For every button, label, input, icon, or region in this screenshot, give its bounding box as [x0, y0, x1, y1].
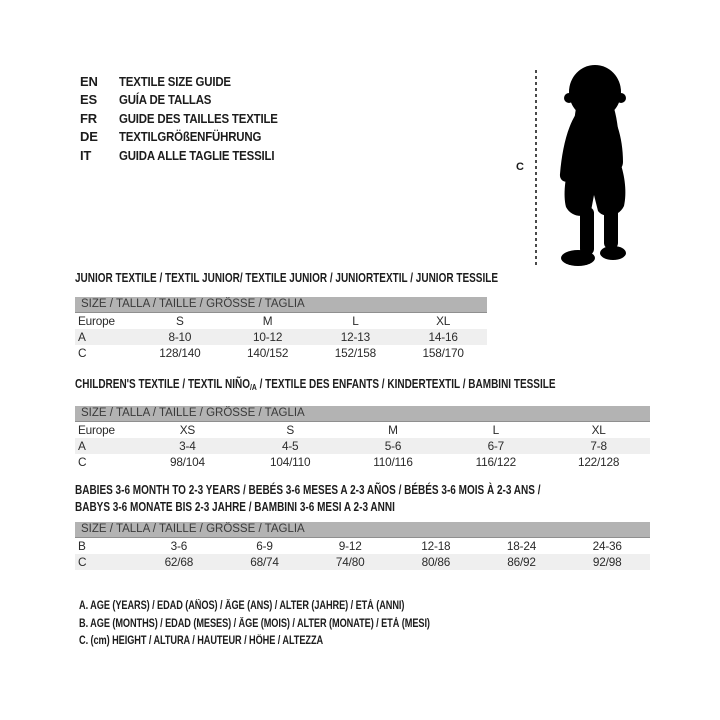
size-cell: XL: [591, 423, 606, 437]
section-junior: [75, 271, 499, 361]
height-cell: 122/128: [577, 455, 620, 469]
table-title-text: JUNIOR TEXTILE / TEXTIL JUNIOR/ TEXTILE JUNIOR / JUNIORTEXTIL / JUNIOR TESSILE: [75, 271, 499, 285]
age-cell: 7-8: [590, 439, 607, 453]
row-label: B: [78, 539, 86, 553]
age-cell: 24-36: [592, 539, 622, 553]
size-cell: XL: [436, 314, 451, 328]
age-cell: 6-9: [256, 539, 273, 553]
language-row-en: [80, 72, 299, 91]
height-measure-line: [535, 70, 537, 268]
language-label: GUIDA ALLE TAGLIE TESSILI: [119, 147, 275, 163]
language-code: EN: [80, 73, 98, 89]
footnote-text: A. AGE (YEARS) / EDAD (AÑOS) / ÂGE (ANS) / ALTER (JAHRE) / ETÀ (ANNI): [79, 600, 405, 612]
section-babies: [75, 482, 650, 570]
height-cell: 152/158: [334, 346, 376, 360]
height-cell: 128/140: [159, 346, 201, 360]
age-cell: 12-13: [340, 330, 370, 344]
table-header-bar: [75, 522, 650, 538]
footnote-age-years: [79, 598, 518, 616]
table-row-age-months: [75, 538, 650, 554]
junior-size-table: [75, 297, 487, 361]
language-label: TEXTILGRÖßENFÜHRUNG: [119, 129, 262, 145]
table-header-text: SIZE / TALLA / TAILLE / GRÖSSE / TAGLIA: [81, 523, 305, 535]
age-cell: 14-16: [428, 330, 458, 344]
row-label: C: [78, 346, 87, 360]
height-cell: 104/110: [270, 455, 311, 469]
size-cell: M: [388, 423, 398, 437]
height-cell: 116/122: [475, 455, 516, 469]
row-label: C: [78, 555, 87, 569]
table-title-text: BABYS 3-6 MONATE BIS 2-3 JAHRE / BAMBINI 3-6 MESI A 2-3 ANNI: [75, 500, 395, 514]
language-label: GUÍA DE TALLAS: [119, 92, 212, 108]
footnote-text: B. AGE (MONTHS) / EDAD (MESES) / ÂGE (MOIS) / ALTER (MONATE) / ETÀ (MESI): [79, 617, 430, 630]
age-cell: 3-4: [179, 439, 196, 453]
size-cell: XS: [179, 423, 196, 437]
height-cell: 110/116: [373, 455, 413, 469]
table-header-text: SIZE / TALLA / TAILLE / GRÖSSE / TAGLIA: [81, 298, 305, 310]
table-title-children: [75, 377, 650, 394]
table-header-bar: [75, 406, 650, 422]
language-label: TEXTILE SIZE GUIDE: [119, 73, 231, 89]
size-cell: M: [262, 314, 273, 328]
section-children: [75, 377, 650, 470]
age-cell: 3-6: [170, 539, 188, 553]
table-title-babies-line2: [75, 499, 650, 516]
age-cell: 6-7: [487, 439, 505, 453]
language-label: GUIDE DES TAILLES TEXTILE: [119, 110, 278, 126]
size-cell: L: [352, 314, 359, 328]
age-cell: 18-24: [506, 539, 537, 553]
language-row-es: [80, 91, 299, 110]
size-cell: L: [492, 423, 499, 437]
table-title-babies-line1: [75, 482, 650, 499]
table-row-age: [75, 438, 650, 454]
row-label: Europe: [78, 423, 115, 437]
table-row-europe: [75, 422, 650, 438]
language-code: ES: [80, 92, 97, 108]
footnote-text: C. (cm) HEIGHT / ALTURA / HAUTEUR / HÖHE / ALTEZZA: [79, 635, 324, 647]
language-list: [80, 72, 299, 165]
height-cell: 140/152: [247, 346, 289, 360]
title-post: / TEXTILE DES ENFANTS / KINDERTEXTIL / BAMBINI TESSILE: [256, 377, 556, 391]
row-label: A: [78, 439, 86, 453]
babies-size-table: [75, 522, 650, 570]
toddler-silhouette-image: [540, 64, 648, 270]
legend-footnotes: [79, 598, 518, 651]
title-subscript: /A: [249, 382, 257, 392]
age-cell: 5-6: [384, 439, 402, 453]
row-label: A: [78, 330, 86, 344]
height-cell: 158/170: [422, 346, 464, 360]
table-header-bar: [75, 297, 487, 313]
age-cell: 12-18: [421, 539, 451, 553]
table-title-text: BABIES 3-6 MONTH TO 2-3 YEARS / BEBÉS 3-6 MESES A 2-3 AÑOS / BÉBÉS 3-6 MOIS À 2-3 ANS /: [75, 483, 541, 497]
height-cell: 98/104: [169, 455, 205, 469]
language-row-fr: [80, 109, 299, 128]
children-size-table: [75, 406, 650, 470]
height-cell: 86/92: [507, 555, 536, 569]
table-row-height: [75, 554, 650, 570]
height-cell: 62/68: [164, 555, 194, 569]
table-row-europe: [75, 313, 487, 329]
height-cell: 68/74: [250, 555, 279, 569]
size-cell: S: [176, 314, 184, 328]
language-row-de: [80, 128, 299, 147]
table-header-text: SIZE / TALLA / TAILLE / GRÖSSE / TAGLIA: [81, 407, 305, 419]
age-cell: 8-10: [168, 330, 192, 344]
height-measure-label: C: [516, 161, 524, 173]
height-cell: 74/80: [335, 555, 365, 569]
language-code: FR: [80, 110, 97, 126]
table-row-height: [75, 454, 650, 470]
footnote-age-months: [79, 616, 518, 634]
age-cell: 9-12: [338, 539, 362, 553]
age-cell: 10-12: [253, 330, 283, 344]
table-title-junior: [75, 271, 499, 285]
title-pre: CHILDREN'S TEXTILE / TEXTIL NIÑO: [75, 377, 250, 391]
table-row-age: [75, 329, 487, 345]
size-cell: S: [286, 423, 295, 437]
language-code: DE: [80, 129, 98, 145]
footnote-height-cm: [79, 633, 518, 651]
row-label: C: [78, 455, 87, 469]
height-cell: 80/86: [421, 555, 451, 569]
table-row-height: [75, 345, 487, 361]
language-code: IT: [80, 147, 92, 163]
age-cell: 4-5: [281, 439, 299, 453]
row-label: Europe: [78, 314, 115, 328]
language-row-it: [80, 146, 299, 165]
height-cell: 92/98: [592, 555, 622, 569]
table-title-text: [75, 377, 556, 394]
